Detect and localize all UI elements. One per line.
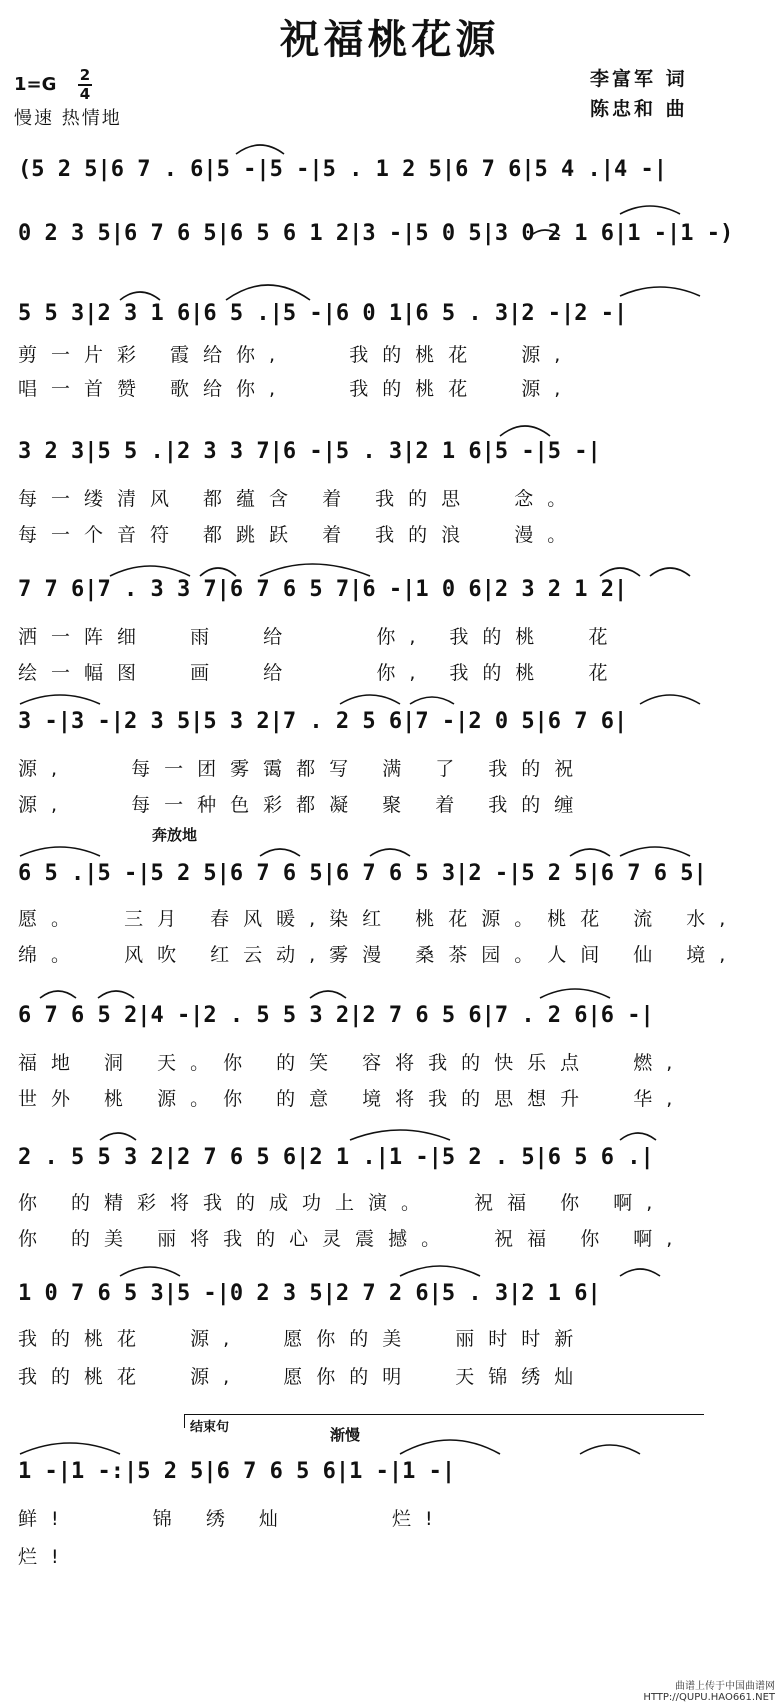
- notes-line: 0 2 3 5|6 7 6 5|6 5 6 1 2|3 -|5 0 5|3 0 2 1 6|1 -|1 -): [18, 220, 734, 246]
- lyric-verse-2: 烂!: [18, 1546, 73, 1568]
- slur: [400, 1440, 500, 1454]
- tempo-marking: 慢速 热情地: [14, 108, 122, 129]
- slur: [500, 426, 550, 436]
- lyric-verse-1: 福地 洞 天。你 的笑 容将我的快乐点 燃,: [18, 1052, 687, 1074]
- notes-line: 1 0 7 6 5 3|5 -|0 2 3 5|2 7 2 6|5 . 3|2 1 6|: [18, 1280, 601, 1306]
- lyric-verse-1: 你 的精彩将我的成功上演。 祝福 你 啊,: [18, 1192, 667, 1214]
- lyric-verse-1: 洒一阵细 雨 给 你, 我的桃 花: [18, 626, 622, 648]
- notes-line: 3 -|3 -|2 3 5|5 3 2|7 . 2 5 6|7 -|2 0 5|6 7 6|: [18, 708, 628, 734]
- notes-line: 1 -|1 -:|5 2 5|6 7 6 5 6|1 -|1 -|: [18, 1458, 456, 1484]
- finale-bracket: [184, 1414, 704, 1415]
- slur: [570, 849, 610, 856]
- slur: [98, 991, 134, 998]
- slur: [620, 847, 690, 856]
- slur: [20, 1443, 120, 1454]
- notes-line: 5 5 3|2 3 1 6|6 5 .|5 -|6 0 1|6 5 . 3|2 -|2 -|: [18, 300, 628, 326]
- notes-line: 6 7 6 5 2|4 -|2 . 5 5 3 2|2 7 6 5 6|7 . 2 6|6 -|: [18, 1002, 654, 1028]
- lyric-verse-2: 源, 每一种色彩都凝 聚 着 我的缠: [18, 794, 588, 816]
- footer-line-1: 曲谱上传于中国曲谱网: [675, 1681, 775, 1692]
- slur: [260, 849, 300, 856]
- lyric-verse-1: 愿。 三月 春风暖,染红 桃花源。桃花 流 水,: [18, 908, 740, 930]
- slur: [120, 1267, 180, 1276]
- slur: [20, 847, 100, 856]
- ritardando: 渐慢: [330, 1426, 361, 1444]
- slur: [20, 695, 100, 704]
- slur: [370, 849, 410, 856]
- time-numerator: 2: [79, 66, 91, 84]
- slur: [580, 1445, 640, 1454]
- lyric-verse-2: 每一个音符 都跳跃 着 我的浪 漫。: [18, 524, 581, 546]
- expression-bold: 奔放地: [152, 826, 198, 844]
- lyric-verse-2: 唱一首赞 歌给你, 我的桃花 源,: [18, 378, 575, 400]
- lyric-verse-2: 绘一幅图 画 给 你, 我的桃 花: [18, 662, 622, 684]
- slur: [340, 695, 400, 704]
- lyric-verse-2: 你 的美 丽将我的心灵震撼。 祝福 你 啊,: [18, 1228, 687, 1250]
- notes-line: 7 7 6|7 . 3 3 7|6 7 6 5 7|6 -|1 0 6|2 3 2 1 2|: [18, 576, 628, 602]
- lyric-verse-1: 鲜! 锦 绣 灿 烂!: [18, 1508, 447, 1530]
- lyric-verse-1: 源, 每一团雾霭都写 满 了 我的祝: [18, 758, 588, 780]
- lyric-verse-2: 世外 桃 源。你 的意 境将我的思想升 华,: [18, 1088, 687, 1110]
- finale-bracket-edge: [184, 1414, 185, 1428]
- composer: 陈忠和 曲: [590, 98, 688, 120]
- slur: [40, 991, 76, 998]
- footer-watermark: [643, 1677, 775, 1703]
- lyric-verse-1: 每一缕清风 都蕴含 着 我的思 念。: [18, 488, 581, 510]
- finale-label: 结束句: [190, 1420, 230, 1435]
- slur: [350, 1130, 450, 1140]
- notes-line: (5 2 5|6 7 . 6|5 -|5 -|5 . 1 2 5|6 7 6|5 4 .|4 -|: [18, 156, 668, 182]
- time-denominator: 4: [79, 85, 91, 103]
- notes-line: 6 5 .|5 -|5 2 5|6 7 6 5|6 7 6 5 3|2 -|5 2 5|6 7 6 5|: [18, 860, 707, 886]
- slur: [410, 697, 454, 704]
- page-title: 祝福桃花源: [279, 17, 500, 63]
- slur: [100, 1133, 136, 1140]
- slur: [640, 695, 700, 704]
- lyric-verse-2: 绵。 风吹 红云动,雾漫 桑茶园。人间 仙 境,: [18, 944, 740, 966]
- lyricist: 李富军 词: [590, 68, 688, 90]
- lyric-verse-2: 我的桃花 源, 愿你的明 天锦绣灿: [18, 1366, 588, 1388]
- notes-line: 3 2 3|5 5 .|2 3 3 7|6 -|5 . 3|2 1 6|5 -|5 -|: [18, 438, 601, 464]
- notes-line: 2 . 5 5 3 2|2 7 6 5 6|2 1 .|1 -|5 2 . 5|6 5 6 .|: [18, 1144, 654, 1170]
- slur: [620, 1269, 660, 1276]
- slur: [620, 206, 680, 214]
- lyric-verse-1: 我的桃花 源, 愿你的美 丽时时新: [18, 1328, 588, 1350]
- lyric-verse-1: 剪一片彩 霞给你, 我的桃花 源,: [18, 344, 575, 366]
- time-signature: [78, 68, 92, 102]
- key-signature: 1=G: [14, 74, 57, 95]
- slur: [540, 989, 610, 998]
- slur: [310, 991, 346, 998]
- footer-line-2: HTTP://QUPU.HAO661.NET: [643, 1692, 775, 1703]
- slur: [620, 287, 700, 296]
- slur: [236, 145, 284, 154]
- slur: [620, 1133, 656, 1140]
- slur: [400, 1266, 480, 1276]
